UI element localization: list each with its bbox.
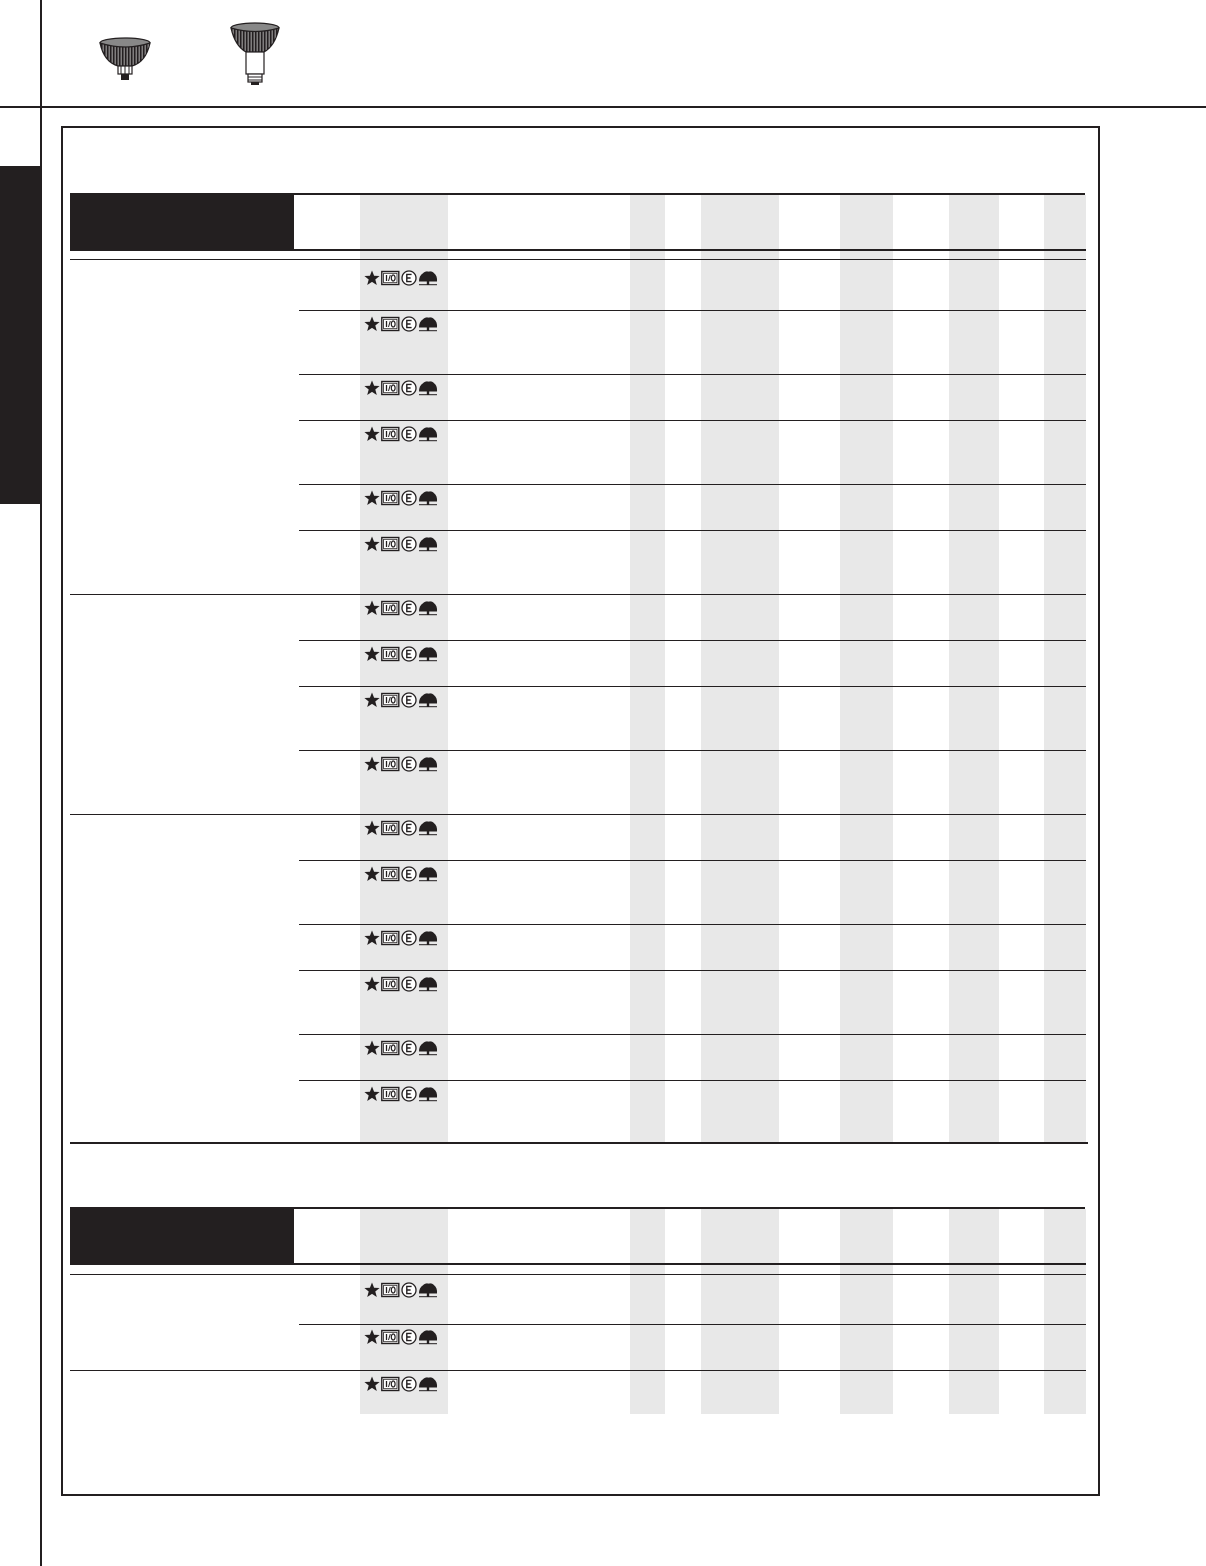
indoor-outdoor-icon	[381, 1086, 400, 1102]
shaded-column	[701, 1209, 779, 1414]
indoor-outdoor-icon	[381, 820, 400, 836]
e-rated-icon	[401, 930, 417, 946]
feature-icons	[364, 598, 438, 618]
energy-star-icon	[364, 270, 380, 286]
indoor-outdoor-icon	[381, 316, 400, 332]
table-top-rule	[70, 1207, 1085, 1209]
feature-icons	[364, 424, 438, 444]
energy-star-icon	[364, 600, 380, 616]
tree-icon	[418, 1040, 438, 1056]
row-rule	[299, 374, 1086, 375]
tree-icon	[418, 820, 438, 836]
feature-icons	[364, 378, 438, 398]
tree-icon	[418, 490, 438, 506]
shaded-column	[630, 1209, 665, 1414]
indoor-outdoor-icon	[381, 270, 400, 286]
par38-lamp-icon	[98, 36, 152, 86]
tree-icon	[418, 1376, 438, 1392]
e-rated-icon	[401, 380, 417, 396]
feature-icons	[364, 644, 438, 664]
e-rated-icon	[401, 270, 417, 286]
e-rated-icon	[401, 316, 417, 332]
row-rule	[299, 530, 1086, 531]
indoor-outdoor-icon	[381, 976, 400, 992]
group-rule	[70, 814, 1086, 815]
group-rule	[70, 594, 1086, 595]
energy-star-icon	[364, 490, 380, 506]
e-rated-icon	[401, 1040, 417, 1056]
shaded-column	[840, 195, 893, 1143]
tree-icon	[418, 756, 438, 772]
energy-star-icon	[364, 1040, 380, 1056]
feature-icons	[364, 864, 438, 884]
indoor-outdoor-icon	[381, 1376, 400, 1392]
tree-icon	[418, 930, 438, 946]
tree-icon	[418, 600, 438, 616]
shaded-column	[360, 195, 448, 1143]
feature-icons	[364, 1038, 438, 1058]
tree-icon	[418, 316, 438, 332]
indoor-outdoor-icon	[381, 1040, 400, 1056]
feature-icons	[364, 1374, 438, 1394]
row-rule	[299, 1080, 1086, 1081]
tree-icon	[418, 866, 438, 882]
shaded-column	[1044, 1209, 1086, 1414]
e-rated-icon	[401, 820, 417, 836]
indoor-outdoor-icon	[381, 692, 400, 708]
tree-icon	[418, 1086, 438, 1102]
left-margin-rule	[40, 0, 42, 1566]
feature-icons	[364, 974, 438, 994]
energy-star-icon	[364, 1329, 380, 1345]
row-rule	[299, 310, 1086, 311]
shaded-column	[949, 1209, 999, 1414]
energy-star-icon	[364, 930, 380, 946]
shaded-column	[840, 1209, 893, 1414]
row-rule	[299, 1034, 1086, 1035]
e-rated-icon	[401, 646, 417, 662]
energy-star-icon	[364, 1282, 380, 1298]
content-frame	[61, 126, 1100, 1496]
feature-icons	[364, 488, 438, 508]
energy-star-icon	[364, 756, 380, 772]
indoor-outdoor-icon	[381, 646, 400, 662]
energy-star-icon	[364, 692, 380, 708]
energy-star-icon	[364, 646, 380, 662]
group-rule	[70, 1370, 1086, 1371]
shaded-column	[701, 195, 779, 1143]
row-rule	[299, 420, 1086, 421]
tree-icon	[418, 270, 438, 286]
shaded-column	[1044, 195, 1086, 1143]
feature-icons	[364, 534, 438, 554]
table-header-block	[70, 195, 294, 251]
indoor-outdoor-icon	[381, 380, 400, 396]
indoor-outdoor-icon	[381, 536, 400, 552]
indoor-outdoor-icon	[381, 930, 400, 946]
energy-star-icon	[364, 380, 380, 396]
energy-star-icon	[364, 316, 380, 332]
indoor-outdoor-icon	[381, 756, 400, 772]
section-tab	[0, 166, 40, 504]
energy-star-icon	[364, 1376, 380, 1392]
feature-icons	[364, 754, 438, 774]
energy-star-icon	[364, 536, 380, 552]
e-rated-icon	[401, 490, 417, 506]
indoor-outdoor-icon	[381, 866, 400, 882]
feature-icons	[364, 690, 438, 710]
feature-icons	[364, 928, 438, 948]
e-rated-icon	[401, 756, 417, 772]
e-rated-icon	[401, 1086, 417, 1102]
energy-star-icon	[364, 976, 380, 992]
tree-icon	[418, 536, 438, 552]
e-rated-icon	[401, 976, 417, 992]
feature-icons	[364, 314, 438, 334]
energy-star-icon	[364, 820, 380, 836]
shaded-column	[949, 195, 999, 1143]
e-rated-icon	[401, 1376, 417, 1392]
tree-icon	[418, 426, 438, 442]
indoor-outdoor-icon	[381, 600, 400, 616]
row-rule	[299, 924, 1086, 925]
feature-icons	[364, 1327, 438, 1347]
indoor-outdoor-icon	[381, 1282, 400, 1298]
par30-long-neck-lamp-icon	[228, 22, 282, 86]
e-rated-icon	[401, 1329, 417, 1345]
table-header-rule	[70, 249, 1086, 251]
e-rated-icon	[401, 1282, 417, 1298]
energy-star-icon	[364, 866, 380, 882]
indoor-outdoor-icon	[381, 426, 400, 442]
table-bottom-rule	[70, 1142, 1088, 1144]
header-rule	[0, 106, 1206, 108]
energy-star-icon	[364, 1086, 380, 1102]
table-header-rule-thin	[70, 259, 1086, 260]
row-rule	[299, 860, 1086, 861]
e-rated-icon	[401, 536, 417, 552]
row-rule	[299, 484, 1086, 485]
e-rated-icon	[401, 426, 417, 442]
feature-icons	[364, 818, 438, 838]
indoor-outdoor-icon	[381, 490, 400, 506]
indoor-outdoor-icon	[381, 1329, 400, 1345]
row-rule	[299, 1324, 1086, 1325]
table-header-block	[70, 1209, 294, 1265]
row-rule	[299, 686, 1086, 687]
e-rated-icon	[401, 692, 417, 708]
table-top-rule	[70, 193, 1085, 195]
tree-icon	[418, 692, 438, 708]
feature-icons	[364, 1084, 438, 1104]
table-header-rule-thin	[70, 1274, 1086, 1275]
e-rated-icon	[401, 600, 417, 616]
tree-icon	[418, 1329, 438, 1345]
feature-icons	[364, 1280, 438, 1300]
feature-icons	[364, 268, 438, 288]
table-header-rule	[70, 1263, 1086, 1265]
e-rated-icon	[401, 866, 417, 882]
shaded-column	[630, 195, 665, 1143]
tree-icon	[418, 380, 438, 396]
tree-icon	[418, 646, 438, 662]
tree-icon	[418, 1282, 438, 1298]
energy-star-icon	[364, 426, 380, 442]
row-rule	[299, 970, 1086, 971]
row-rule	[299, 750, 1086, 751]
tree-icon	[418, 976, 438, 992]
row-rule	[299, 640, 1086, 641]
